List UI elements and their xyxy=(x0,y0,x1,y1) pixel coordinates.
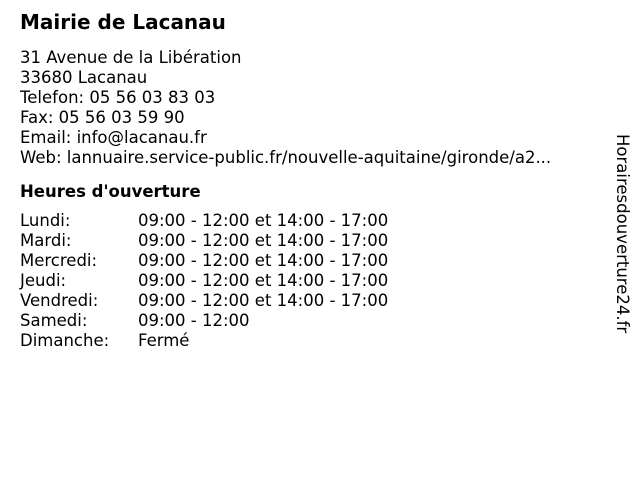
day-hours: 09:00 - 12:00 et 14:00 - 17:00 xyxy=(138,291,389,310)
day-hours: Fermé xyxy=(138,331,190,350)
hours-row-vendredi xyxy=(20,291,600,311)
day-label: Mardi: xyxy=(20,231,72,250)
site-watermark: Horairesdouverture24.fr xyxy=(613,134,632,334)
day-label: Lundi: xyxy=(20,211,71,230)
day-hours: 09:00 - 12:00 et 14:00 - 17:00 xyxy=(138,271,389,290)
email-address[interactable]: Email: info@lacanau.fr xyxy=(20,128,207,147)
hours-row-lundi xyxy=(20,211,600,231)
hours-table xyxy=(20,211,600,351)
day-hours: 09:00 - 12:00 et 14:00 - 17:00 xyxy=(138,211,389,230)
website-link[interactable]: Web: lannuaire.service-public.fr/nouvelle-aquitaine/gironde/a2... xyxy=(20,148,552,167)
day-hours: 09:00 - 12:00 et 14:00 - 17:00 xyxy=(138,251,389,270)
hours-row-dimanche xyxy=(20,331,600,351)
day-label: Samedi: xyxy=(20,311,88,330)
hours-row-mardi xyxy=(20,231,600,251)
hours-row-samedi xyxy=(20,311,600,331)
hours-row-jeudi xyxy=(20,271,600,291)
day-hours: 09:00 - 12:00 et 14:00 - 17:00 xyxy=(138,231,389,250)
day-label: Jeudi: xyxy=(20,271,67,290)
day-label: Vendredi: xyxy=(20,291,99,310)
hours-row-mercredi xyxy=(20,251,600,271)
day-label: Dimanche: xyxy=(20,331,110,350)
address-line-street: 31 Avenue de la Libération xyxy=(20,48,242,67)
business-name: Mairie de Lacanau xyxy=(20,10,226,34)
fax-number: Fax: 05 56 03 59 90 xyxy=(20,108,185,127)
phone-number[interactable]: Telefon: 05 56 03 83 03 xyxy=(20,88,216,107)
business-card xyxy=(20,8,600,351)
day-label: Mercredi: xyxy=(20,251,98,270)
day-hours: 09:00 - 12:00 xyxy=(138,311,250,330)
hours-heading: Heures d'ouverture xyxy=(20,182,201,201)
address-line-city: 33680 Lacanau xyxy=(20,68,148,87)
